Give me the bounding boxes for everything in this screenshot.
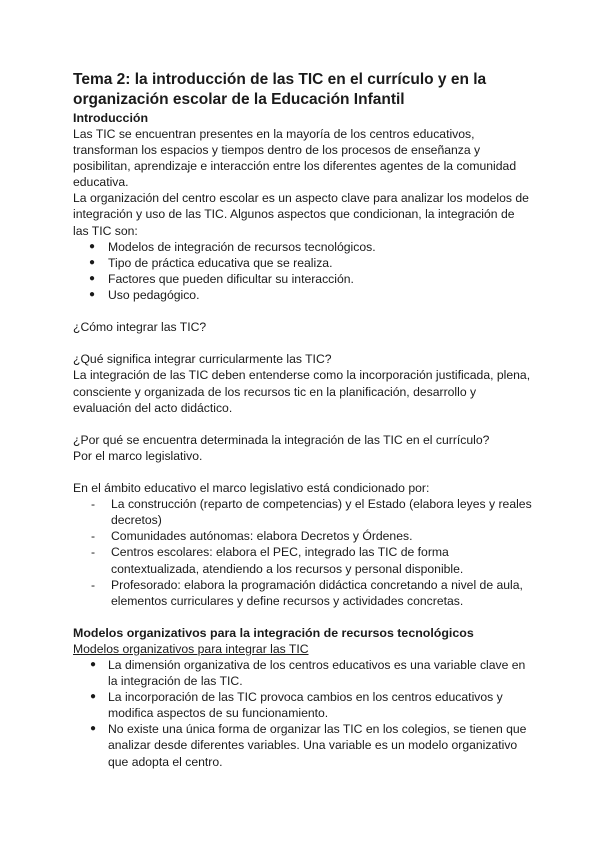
bullet-icon: ●: [89, 288, 96, 300]
intro-heading: Introducción: [73, 111, 149, 125]
list-item: ● Tipo de práctica educativa que se realiza.: [89, 255, 333, 270]
list-item: ● Modelos de integración de recursos tecnológicos.: [89, 239, 376, 254]
dash-marker: -: [91, 577, 96, 592]
dash-marker: -: [91, 545, 96, 560]
legislative-dash-list: [73, 496, 533, 609]
paragraph-ambito: En el ámbito educativo el marco legislativo está condicionado por:: [73, 481, 430, 496]
list-item: ● La dimensión organizativa de los centros educativos es una variable clave en la integración de las TIC.: [90, 658, 526, 689]
list-item: - Comunidades autónomas: elabora Decretos y Órdenes.: [91, 529, 413, 544]
list-item: ● No existe una única forma de organizar las TIC en los colegios, se tienen que analizar desde diferentes variables. Una variable es un modelo organizativo que adopta el centro.: [90, 722, 527, 769]
list-item: - La construcción (reparto de competencias) y el Estado (elabora leyes y reales decretos): [91, 497, 532, 528]
modelos-heading: Modelos organizativos para la integración de recursos tecnológicos: [73, 625, 474, 640]
dash-marker: -: [91, 497, 96, 512]
list-item: - Centros escolares: elabora el PEC, integrado las TIC de forma contextualizada, atendiendo a los recursos y personal disponible.: [91, 545, 464, 576]
question-integrar: ¿Cómo integrar las TIC?: [73, 320, 207, 335]
intro-bullet-list: [73, 239, 533, 303]
intro-paragraph-1: Las TIC se encuentran presentes en la mayoría de los centros educativos, transforman los espacios y tiempos dentro de los procesos de enseñanza y posibilitan, aprendizaje e interacción entre los diferentes agentes de la comunidad educativa.: [73, 127, 517, 190]
document-title: Tema 2: la introducción de las TIC en el currículo y en la organización escolar de la Educación Infantil: [73, 71, 487, 108]
bullet-icon: ●: [89, 272, 96, 284]
bullet-icon: ●: [89, 256, 96, 268]
list-item: ● Uso pedagógico.: [89, 287, 200, 302]
paragraph-significa: La integración de las TIC deben entenderse como la incorporación justificada, plena, consciente y organizada de los recursos tic en la planificación, desarrollo y evaluación del acto didáctico.: [73, 368, 531, 415]
list-item: - Profesorado: elabora la programación didáctica concretando a nivel de aula, elementos curriculares y define recursos y actividades concretas.: [91, 577, 523, 608]
intro-paragraph-2: La organización del centro escolar es un aspecto clave para analizar los modelos de integración y uso de las TIC. Algunos aspectos que condicionan, la integración de las TIC son:: [73, 191, 529, 238]
question-significa: ¿Qué significa integrar curricularmente las TIC?: [73, 352, 332, 367]
bullet-icon: ●: [89, 240, 96, 252]
modelos-subheading: Modelos organizativos para integrar las TIC: [73, 641, 309, 656]
document-page: [73, 70, 533, 770]
bullet-icon: ●: [90, 691, 97, 703]
bullet-icon: ●: [90, 723, 97, 735]
list-item: ● La incorporación de las TIC provoca cambios en los centros educativos y modifica aspectos de su funcionamiento.: [90, 690, 503, 721]
answer-porque: Por el marco legislativo.: [73, 448, 203, 463]
dash-marker: -: [91, 529, 96, 544]
modelos-bullet-list: [73, 657, 533, 770]
question-porque: ¿Por qué se encuentra determinada la integración de las TIC en el currículo?: [73, 432, 490, 447]
bullet-icon: ●: [90, 659, 97, 670]
list-item: ● Factores que pueden dificultar su interacción.: [89, 271, 354, 286]
